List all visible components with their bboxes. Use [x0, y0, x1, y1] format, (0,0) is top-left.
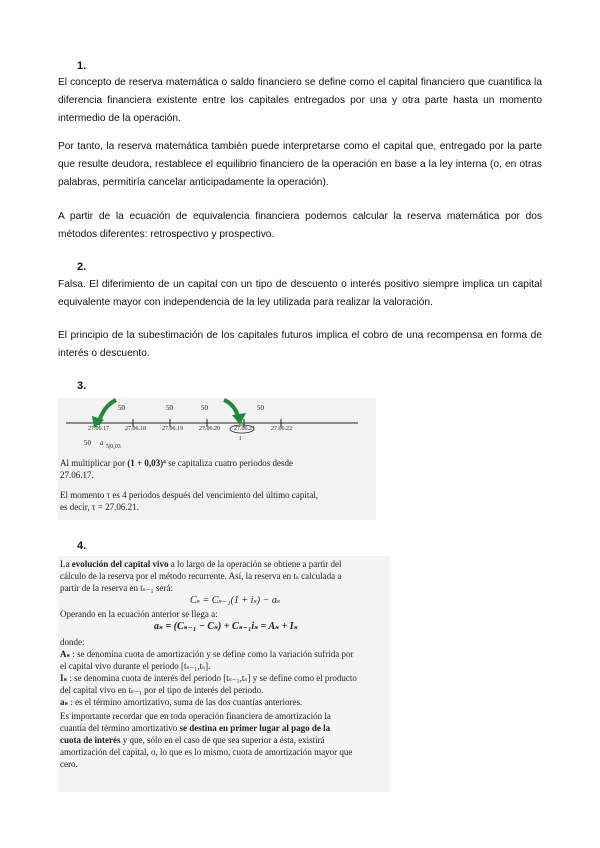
- q1-paragraph-1: El concepto de reserva matemática o saldo financiero se define como el capital financiero que cuantifica la diferencia financiera existente entre los capitales entregados por una y otra parte hasta un momento intermedio de la operación.: [58, 77, 542, 124]
- amount-label: 50: [257, 404, 264, 412]
- date-label: 27.06.21: [234, 426, 255, 432]
- q4-line-11: Es importante recordar que en toda operación financiera de amortización la: [60, 711, 331, 721]
- q4-line-15: cero.: [60, 759, 78, 769]
- annuity-subscript: 5|0,03: [106, 444, 121, 450]
- amount-label: 50: [201, 404, 208, 412]
- q4-line-10: aₛ : es el término amortizativo, suma de las dos cuantías anteriores.: [60, 697, 303, 707]
- tau-label: τ: [239, 434, 242, 442]
- q2-paragraph-2: El principio de la subestimación de los capitales futuros implica el cobro de una recompensa en forma de interés o descuento.: [58, 330, 542, 359]
- green-arrow-right: [224, 400, 238, 416]
- q4-line-12: cuantía del término amortizativo se destina en primer lugar al pago de la: [60, 723, 331, 733]
- q4-line-13: cuota de interés y que, sólo en el caso de que sea superior a ésta, existirá: [60, 735, 325, 745]
- q4-line-9: del capital vivo en tₛ₋₁ por el tipo de interés del periodo.: [60, 685, 264, 695]
- q4-line-3: partir de la reserva en tₛ₋₁ será:: [60, 583, 173, 593]
- q4-line-4: Operando en la ecuación anterior se llega a:: [60, 609, 218, 619]
- q1-paragraph-2: Por tanto, la reserva matemática también puede interpretarse como el capital que, entregado por la parte que resulte deudora, restablece el equilibrio financiero de la operación en base a la ley interna (o, en otras palabras, permitiría cancelar anticipadamente la operación).: [58, 141, 542, 188]
- q4-scanned-solution: [58, 556, 390, 792]
- date-label: 27.06.19: [162, 426, 183, 432]
- q4-line-6: Aₛ : se denomina cuota de amortización y se define como la variación sufrida por: [60, 649, 354, 659]
- annuity-amount: 50: [84, 439, 91, 447]
- question-number-1: 1.: [77, 60, 87, 72]
- q4-line-1: La evolución del capital vivo a lo largo de la operación se obtiene a partir del: [60, 559, 342, 569]
- q4-equation-2: aₛ = (Cₛ₋₁ − Cₛ) + Cₛ₋₁iₛ = Aₛ + Iₛ: [154, 621, 298, 632]
- amount-label: 50: [118, 404, 125, 412]
- q3-text-line-2: 27.06.17.: [60, 470, 94, 480]
- question-number-2: 2.: [77, 261, 87, 273]
- q1-paragraph-3: A partir de la ecuación de equivalencia financiera podemos calcular la reserva matemática por dos métodos diferentes: retrospectivo y prospectivo.: [58, 211, 542, 240]
- q4-line-7: el capital vivo durante el periodo [tₛ₋₁,tₛ].: [60, 661, 211, 671]
- question-number-4: 4.: [77, 540, 87, 552]
- annuity-symbol: a: [100, 439, 104, 447]
- q4-line-2: cálculo de la reserva por el método recurrente. Así, la reserva en tₛ calculada a: [60, 571, 342, 581]
- q3-text-line-1: Al multiplicar por (1 + 0,03)⁴ se capitaliza cuatro periodos desde: [60, 458, 294, 468]
- q3-formula: (1 + 0,03)⁴: [127, 458, 166, 468]
- q3-text-line-4: es decir, τ = 27.06.21.: [60, 502, 139, 512]
- q4-equation-1: Cₛ = Cₛ₋₁(1 + iₛ) − aₛ: [190, 595, 281, 606]
- date-label: 27.06.22: [271, 426, 292, 432]
- date-label: 27.06.20: [199, 426, 220, 432]
- q3-text-line-3: El momento τ es 4 periodos después del vencimiento del último capital,: [60, 490, 319, 500]
- q2-paragraph-1: Falsa. El diferimiento de un capital con un tipo de descuento o interés positivo siempre implica un capital equivalente mayor con independencia de la ley utilizada para realizar la valoración.: [58, 279, 542, 308]
- date-label: 27.06.17: [88, 426, 109, 432]
- q4-line-8: Iₛ : se denomina cuota de interés del periodo [tₛ₋₁,tₛ] y se define como el producto: [60, 673, 357, 683]
- q3-scanned-solution: [58, 398, 376, 520]
- q4-line-14: amortización del capital, o, lo que es lo mismo, cuota de amortización mayor que: [60, 747, 353, 757]
- question-number-3: 3.: [77, 380, 87, 392]
- amount-label: 50: [166, 404, 173, 412]
- date-label: 27.06.18: [125, 426, 146, 432]
- q4-line-5: donde:: [60, 637, 85, 647]
